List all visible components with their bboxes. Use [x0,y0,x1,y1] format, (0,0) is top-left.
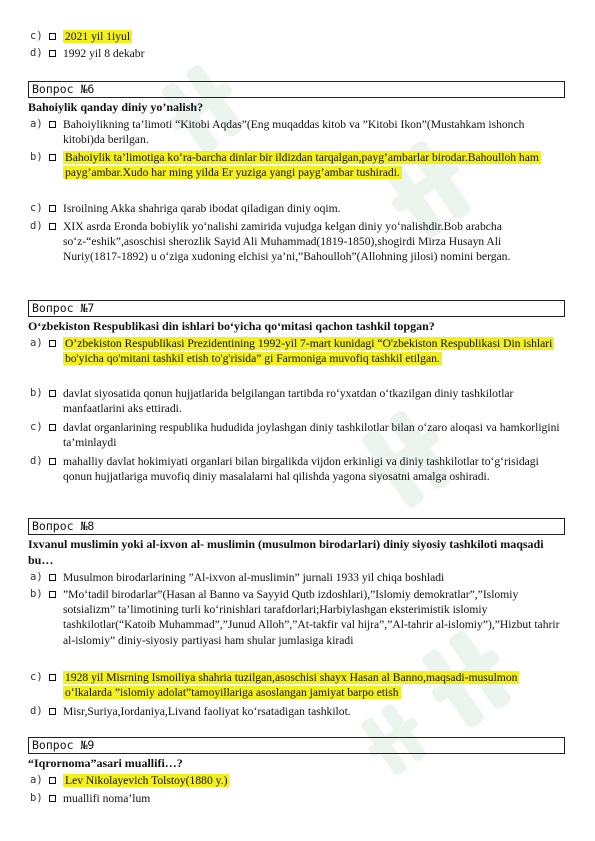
option-item[interactable] [30,704,562,719]
option-letter: b) [30,588,43,600]
checkbox-icon[interactable] [49,674,56,681]
option-item[interactable] [30,386,562,416]
checkbox-icon[interactable] [49,154,56,161]
option-item[interactable] [30,29,562,44]
checkbox-icon[interactable] [49,121,56,128]
checkbox-icon[interactable] [49,50,56,57]
option-item[interactable] [30,219,562,265]
option-text: Musulmon birodarlarining ”Al-ixvon al-muslimin” jurnali 1933 yil chiqa boshladi [63,571,445,584]
checkbox-icon[interactable] [49,795,56,802]
option-letter: c) [30,671,43,683]
option-letter: c) [30,421,43,433]
checkbox-icon[interactable] [49,708,56,715]
option-item[interactable] [30,201,562,216]
question-header: Вопрос №6 [28,81,565,98]
checkbox-icon[interactable] [49,340,56,347]
question-header: Вопрос №7 [28,300,565,317]
option-text: 2021 yil 1iyul [65,30,131,43]
question-title: Bahoiylik qanday diniy yo’nalish? [28,100,204,114]
option-item[interactable] [30,670,562,700]
option-item[interactable] [30,150,562,180]
option-text: davlat siyosatida qonun hujjatlarida belgilangan tartibda ro‘yxatdan o‘tkazilgan diniy tashkilotlar manfaatlarini aks ettiradi. [63,387,514,416]
checkbox-icon[interactable] [49,777,56,784]
checkbox-icon[interactable] [49,223,56,230]
question-header: Вопрос №9 [28,737,565,754]
question-title: O‘zbekiston Respublikasi din ishlari bo‘yicha qo‘mitasi qachon tashkil topgan? [28,319,435,333]
option-text: 1928 yil Misrning Ismoiliya shahria tuzilgan,asoschisi shayx Hasan al Banno,maqsadi-musulmon o‘lkalarda ”islomiy adolat”tamoyillariga asoslangan jamiyat barpo etish [65,671,518,700]
option-text: Bahoiylikning ta’limoti “Kitobi Aqdas”(Eng muqaddas kitob va ”Kitobi Ikon”(Mustahkam ishonch kitobi)da berilgan. [63,118,525,147]
option-text: Misr,Suriya,Iordaniya,Livand faoliyat ko‘rsatadigan tashkilot. [63,705,351,718]
option-text: davlat organlarining respublika hududida joylashgan diniy tashkilotlar bilan o‘zaro aloqasi va hamkorligini ta’minlaydi [63,421,560,450]
option-letter: d) [30,455,43,467]
option-letter: b) [30,151,43,163]
option-letter: d) [30,220,43,232]
option-letter: b) [30,387,43,399]
option-letter: c) [30,30,43,42]
option-letter: c) [30,202,43,214]
option-letter: a) [30,774,43,786]
option-letter: b) [30,792,43,804]
option-letter: a) [30,337,43,349]
option-item[interactable] [30,336,562,366]
option-text: O’zbekiston Respublikasi Prezidentining 1992-yil 7-mart kunidagi “O'zbekiston Respublikasi Din ishlari bo'yicha qo'mitani tashkil etish to'g'risida” gi Farmoniga muvofiq tashkil etilgan. [65,337,553,366]
question-title: Ixvanul muslimin yoki al-ixvon al- muslimin (musulmon birodarlari) diniy siyosiy tashkiloti maqsadi bu… [28,537,544,567]
checkbox-icon[interactable] [49,33,56,40]
option-letter: d) [30,705,43,717]
option-text: muallifi noma’lum [63,792,151,805]
option-item[interactable] [30,454,562,484]
option-item[interactable] [30,791,562,806]
option-text: XIX asrda Eronda bobiylik yo‘nalishi zamirida vujudga kelgan diniy yo‘nalishdir.Bob arabcha so‘z-“eshik”,asoschisi sherozlik Sayid Ali Muhammad(1819-1850),shogirdi Mirza Husayn Ali Nuriy(1817-1892) u o‘ziga xudoning elchisi ya’ni,”Bahoulloh”(Allohning jilosi) nomini bergan. [63,220,511,264]
option-text: Isroilning Akka shahriga qarab ibodat qiladigan diniy oqim. [63,202,341,215]
option-item[interactable] [30,570,562,585]
option-letter: a) [30,118,43,130]
option-text: Bahoiylik ta’limotiga ko‘ra-barcha dinlar bir ildizdan tarqalgan,payg’ambarlar birodar.Bahoulloh ham payg’ambar.Xudo har ming yilda Er yuziga yangi payg’ambar tushiradi. [65,151,539,180]
option-item[interactable] [30,46,562,61]
option-item[interactable] [30,117,562,147]
option-letter: d) [30,47,43,59]
question-title: “Iqrornoma”asari muallifi…? [28,756,183,770]
checkbox-icon[interactable] [49,390,56,397]
option-text: ”Mo‘tadil birodarlar”(Hasan al Banno va Sayyid Qutb izdoshlari),”Islomiy demokratlar”,”Islomiy sotsializm” ta’limotining turli ko‘rinishlari tarafdorlari;Harbiylashgan eksterimistik islomiy tashkilotlar(“Katoib Muhammad”,”Junud Alloh”,”At-takfir val hijra”,”Al-tahrir al-islomiy”),”Hizbut tahrir al-islomiy” diniy-siyosiy partiyasi ham shular jumlasiga kiradi [63,588,560,647]
question-header: Вопрос №8 [28,518,565,535]
checkbox-icon[interactable] [49,591,56,598]
option-item[interactable] [30,773,562,788]
checkbox-icon[interactable] [49,458,56,465]
option-text: 1992 yil 8 dekabr [63,47,145,60]
checkbox-icon[interactable] [49,205,56,212]
option-letter: a) [30,571,43,583]
option-text: Lev Nikolayevich Tolstoy(1880 y.) [65,774,228,787]
checkbox-icon[interactable] [49,424,56,431]
option-item[interactable] [30,420,562,450]
option-text: mahalliy davlat hokimiyati organlari bilan birgalikda vijdon erkinligi va diniy tashkilotlar to‘g‘risidagi qonun hujjatlariga muvofiq diniy masalalarni hal qilishda yagona siyosatni amalga oshiradi. [63,455,539,484]
checkbox-icon[interactable] [49,574,56,581]
option-item[interactable] [30,587,562,648]
